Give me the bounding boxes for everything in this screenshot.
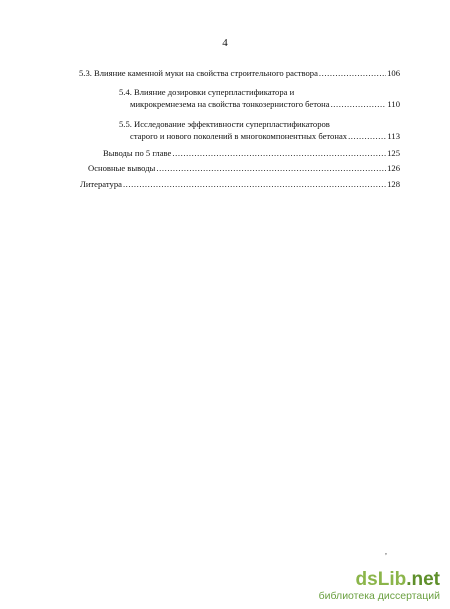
toc-entry-text: микрокремнезема на свойства тонкозернистого бетона [130,99,330,109]
toc-entry-5-4-line1[interactable]: 5.4. Влияние дозировки суперпластификатора и [119,87,295,97]
toc-entry-text: Литература [80,179,122,189]
page-number: 4 [222,37,228,49]
toc-leader-dots [123,179,386,190]
dslib-watermark[interactable] [319,570,440,603]
toc-entry-page: 110 [387,99,400,109]
toc-entry-chapter5-conclusions[interactable] [103,148,400,159]
toc-entry-text: Выводы по 5 главе [103,148,172,158]
dslib-subtitle: библиотека диссертаций [318,590,440,602]
dslib-logo-tld: .net [406,569,440,590]
toc-entry-literature[interactable] [80,179,400,190]
dslib-logo-main: dsLib [355,569,407,590]
toc-leader-dots [348,131,386,142]
toc-entry-page: 106 [387,68,400,78]
toc-leader-dots [156,163,386,174]
toc-entry-5-5-line1[interactable]: 5.5. Исследование эффективности суперпластификаторов [119,119,330,129]
toc-entry-page: 128 [387,179,400,189]
toc-entry-5-3[interactable] [79,68,400,79]
stray-mark: , [385,547,387,556]
toc-entry-text: 5.3. Влияние каменной муки на свойства строительного раствора [79,68,318,78]
toc-leader-dots [319,68,386,79]
toc-leader-dots [331,99,387,110]
toc-entry-page: 126 [387,163,400,173]
toc-entry-text: старого и нового поколений в многокомпонентных бетонах [130,131,348,141]
toc-entry-5-4[interactable] [130,99,400,110]
toc-leader-dots [172,148,386,159]
toc-entry-text: Основные выводы [88,163,156,173]
toc-entry-page: 113 [387,131,400,141]
toc-entry-page: 125 [387,148,400,158]
toc-entry-main-conclusions[interactable] [88,163,400,174]
toc-entry-5-5[interactable] [130,131,400,142]
dslib-logo [319,570,440,590]
